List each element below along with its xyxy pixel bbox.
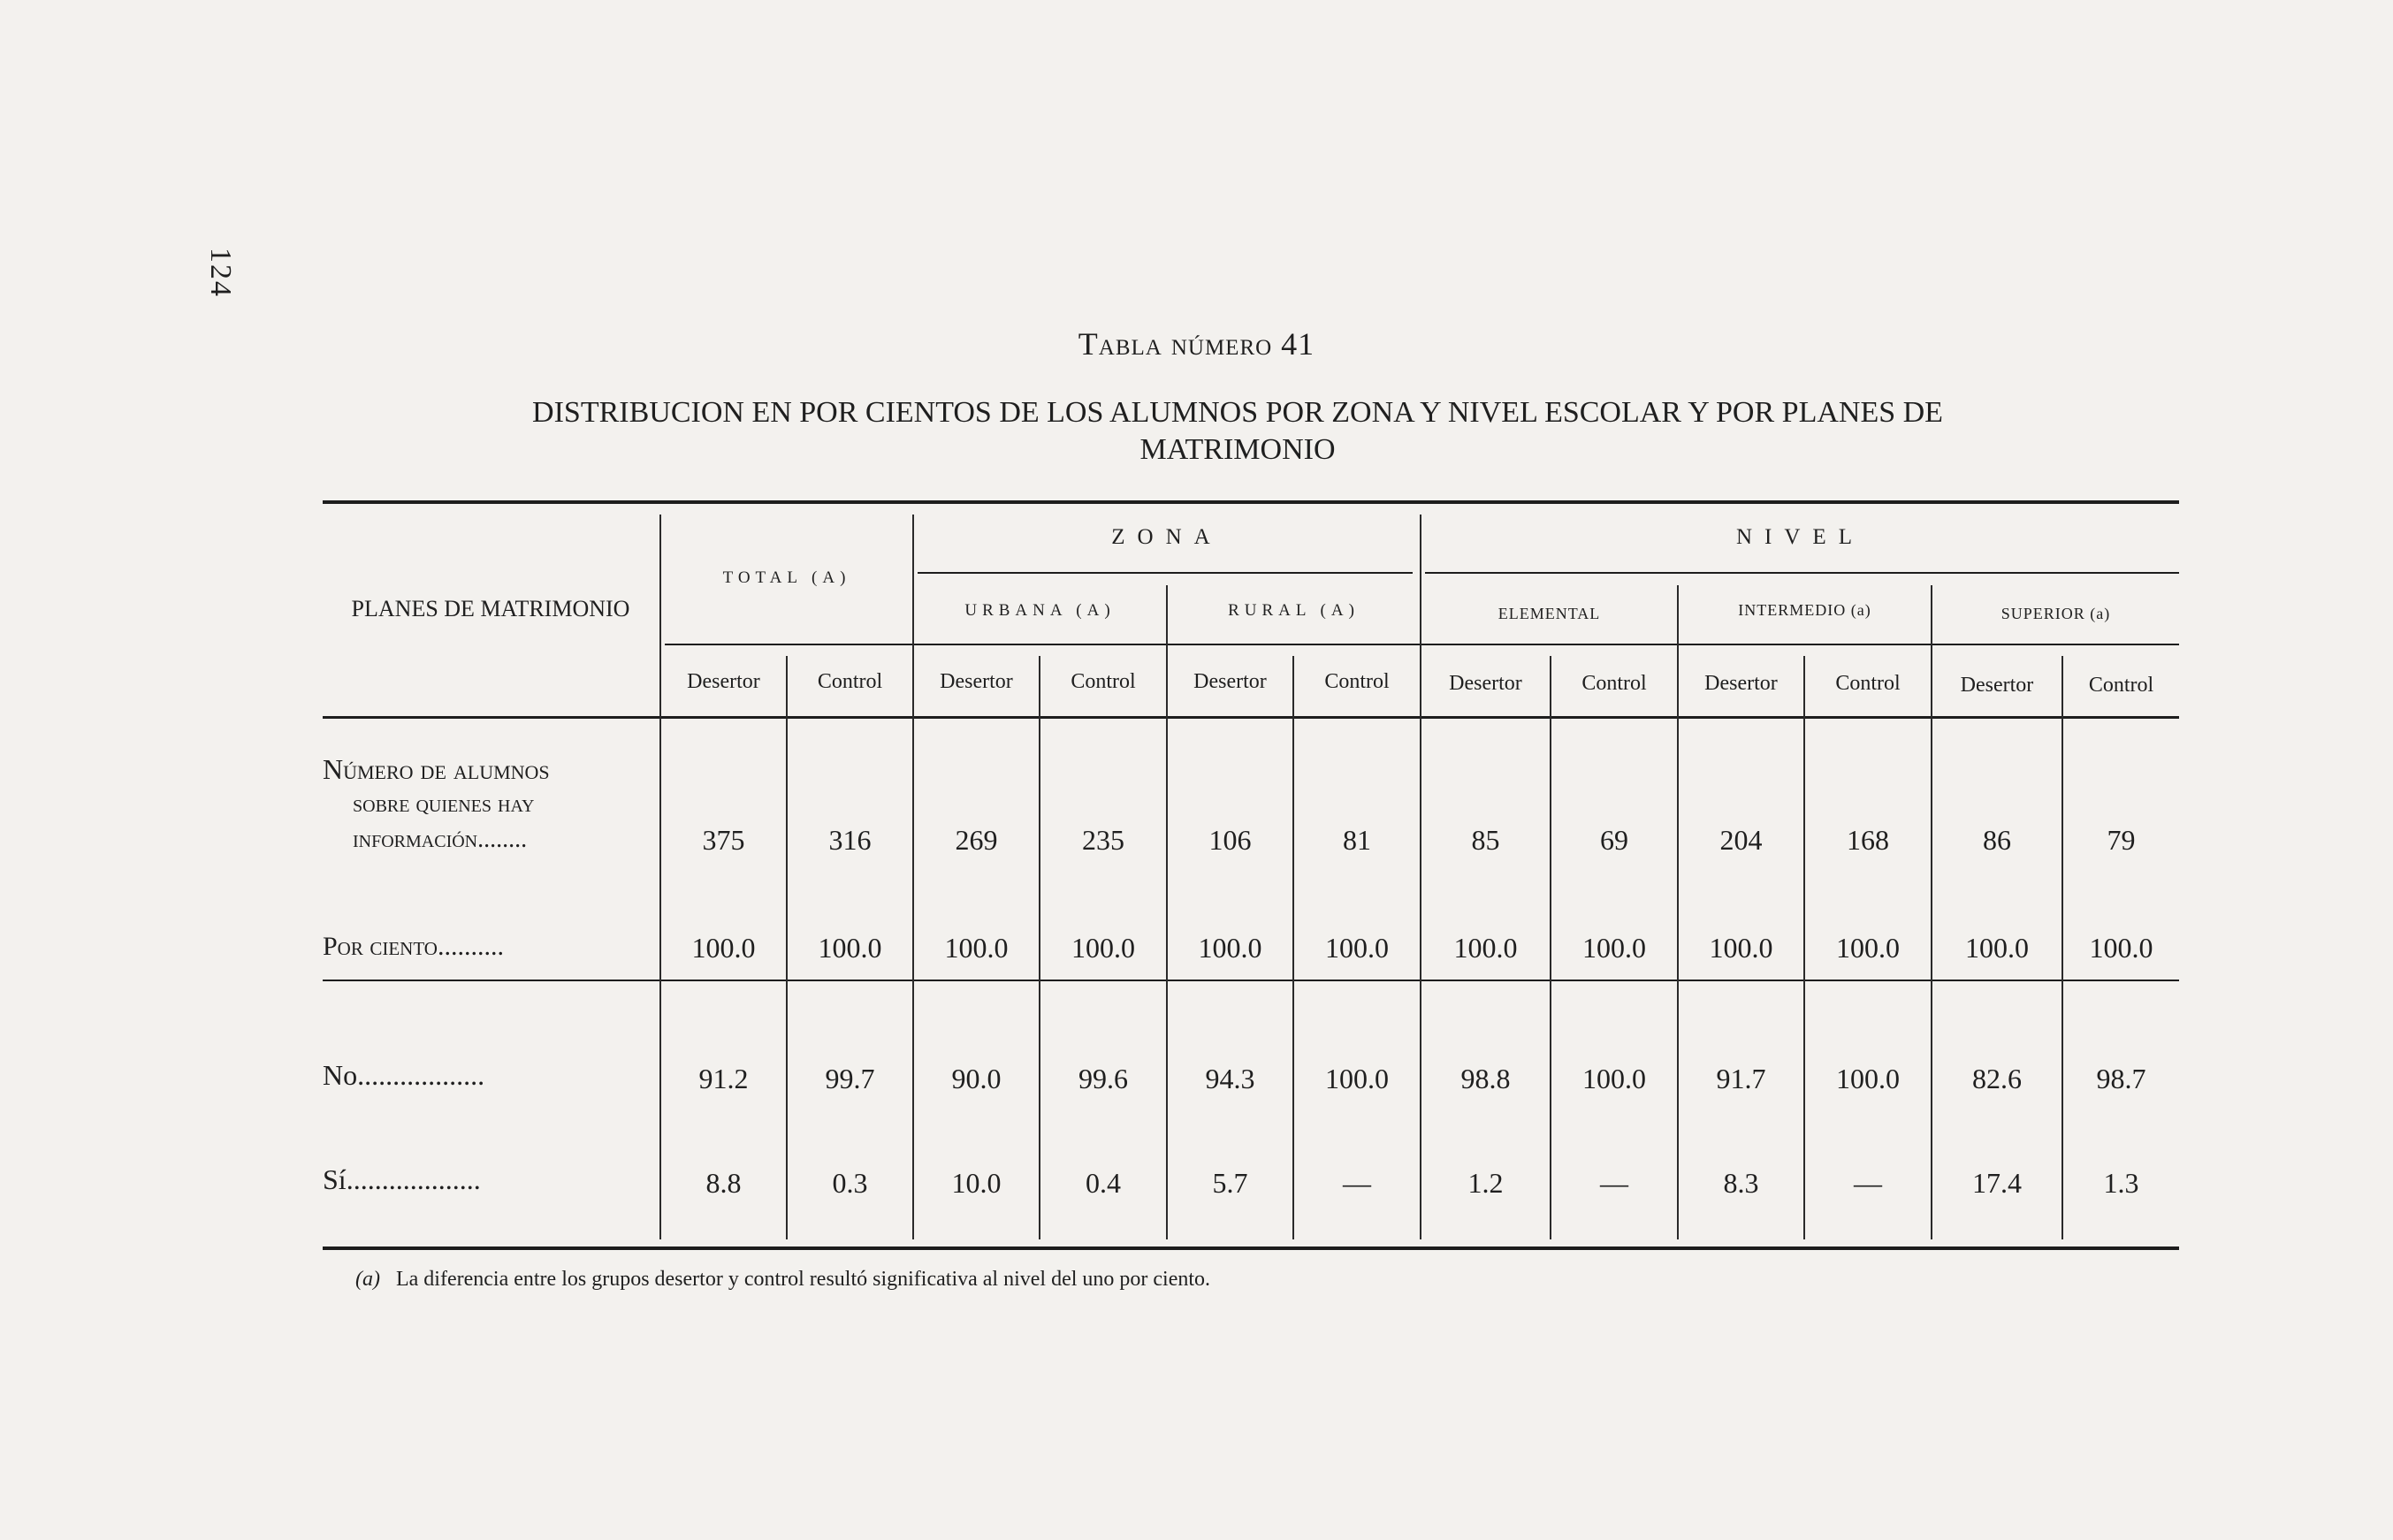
subgroup-intermedio: INTERMEDIO (a) (1738, 601, 1871, 619)
header-bottom-rule (323, 716, 2179, 719)
table-cell: 100.0 (944, 932, 1009, 964)
table-cell: — (1600, 1167, 1628, 1199)
row-label-por-ciento: Por ciento.......... (323, 932, 504, 961)
bottom-rule (323, 1246, 2179, 1250)
table-cell: 100.0 (1965, 932, 2029, 964)
col-label: Desertor (1960, 674, 2034, 697)
stub-header: PLANES DE MATRIMONIO (351, 596, 630, 621)
row-label-alumnos (323, 751, 659, 858)
row-label-line: Número de alumnos (323, 753, 550, 785)
col-label: Control (2088, 674, 2154, 697)
row-label-no: No.................. (323, 1059, 485, 1091)
col-label: Desertor (1193, 670, 1267, 693)
table-cell: 375 (702, 824, 745, 856)
table-cell: 235 (1082, 824, 1124, 856)
table-cell: 100.0 (1709, 932, 1773, 964)
row-label-si: Sí................... (323, 1163, 481, 1195)
stub-divider (659, 515, 661, 1239)
table-cell: 100.0 (1325, 1063, 1389, 1094)
subgroup-elemental: ELEMENTAL (1498, 605, 1601, 622)
percent-row-rule (323, 980, 2179, 981)
footnote-text: La diferencia entre los grupos desertor y control resultó significativa al nivel del uno por ciento. (395, 1268, 1211, 1291)
table-cell: 5.7 (1212, 1167, 1248, 1199)
top-rule (323, 500, 2179, 504)
nivel-underline (1425, 572, 2179, 574)
footnote (355, 1268, 1210, 1292)
table-cell: 204 (1719, 824, 1763, 856)
table-title (371, 394, 2104, 469)
col-label: Control (1071, 670, 1136, 693)
zona-nivel-divider (1420, 515, 1421, 1239)
total-zona-divider (912, 515, 914, 1239)
col-label: Control (817, 670, 883, 693)
title-line-1: DISTRIBUCION EN POR CIENTOS DE LOS ALUMNOS POR ZONA Y NIVEL ESCOLAR Y POR PLANES DE (532, 396, 1943, 429)
col-label: Desertor (1449, 672, 1522, 695)
table-cell: 100.0 (1582, 932, 1646, 964)
subgroup-underline (665, 644, 2179, 645)
table-cell: 100.0 (1198, 932, 1262, 964)
row-label-line: información........ (353, 826, 528, 853)
table-cell: — (1854, 1167, 1882, 1199)
table-cell: 100.0 (2089, 932, 2153, 964)
table-cell: 1.2 (1467, 1167, 1504, 1199)
table-cell: 168 (1847, 824, 1889, 856)
col-label: Control (1835, 672, 1901, 695)
table-cell: 91.7 (1716, 1063, 1766, 1094)
group-total: TOTAL (A) (722, 568, 851, 587)
table-cell: 269 (955, 824, 998, 856)
footnote-mark: (a) (355, 1268, 380, 1291)
table-cell: 316 (828, 824, 872, 856)
table-cell: 99.7 (825, 1063, 875, 1094)
table-cell: — (1343, 1167, 1371, 1199)
table-cell: 0.3 (832, 1167, 868, 1199)
group-nivel: NIVEL (1736, 525, 1864, 549)
table-cell: 85 (1471, 824, 1500, 856)
table-label: Tabla número 41 (1078, 326, 1315, 362)
col-label: Desertor (940, 670, 1013, 693)
table-cell: 100.0 (1582, 1063, 1646, 1094)
table-cell: 79 (2107, 824, 2136, 856)
table-cell: 81 (1343, 824, 1371, 856)
table-cell: 100.0 (1325, 932, 1389, 964)
table-cell: 17.4 (1972, 1167, 2022, 1199)
table-cell: 94.3 (1205, 1063, 1255, 1094)
zona-underline (918, 572, 1413, 574)
col-label: Control (1324, 670, 1390, 693)
col-label: Desertor (1704, 672, 1778, 695)
table-cell: 1.3 (2103, 1167, 2139, 1199)
table-cell: 100.0 (691, 932, 756, 964)
table-cell: 106 (1208, 824, 1252, 856)
title-line-2: MATRIMONIO (1139, 433, 1336, 466)
table-cell: 69 (1600, 824, 1628, 856)
table-cell: 100.0 (1836, 932, 1900, 964)
table-cell: 10.0 (951, 1167, 1002, 1199)
table-cell: 100.0 (1071, 932, 1135, 964)
subgroup-urbana: URBANA (A) (964, 601, 1116, 620)
col-label: Control (1581, 672, 1647, 695)
subgroup-superior: SUPERIOR (a) (2001, 605, 2111, 622)
table-cell: 86 (1983, 824, 2011, 856)
table-cell: 100.0 (1453, 932, 1518, 964)
table-cell: 8.8 (705, 1167, 742, 1199)
table-cell: 8.3 (1723, 1167, 1759, 1199)
table-cell: 91.2 (698, 1063, 749, 1094)
table-cell: 99.6 (1078, 1063, 1128, 1094)
group-zona: ZONA (1111, 525, 1223, 549)
table-cell: 100.0 (1836, 1063, 1900, 1094)
table-cell: 98.7 (2096, 1063, 2146, 1094)
col-label: Desertor (687, 670, 760, 693)
table-cell: 0.4 (1086, 1167, 1121, 1199)
table-cell: 90.0 (951, 1063, 1002, 1094)
subgroup-rural: RURAL (A) (1228, 601, 1360, 620)
table-cell: 98.8 (1460, 1063, 1511, 1094)
table-cell: 100.0 (818, 932, 882, 964)
page-number: 124 (204, 248, 237, 298)
row-label-line: sobre quienes hay (353, 790, 535, 818)
table-cell: 82.6 (1972, 1063, 2022, 1094)
